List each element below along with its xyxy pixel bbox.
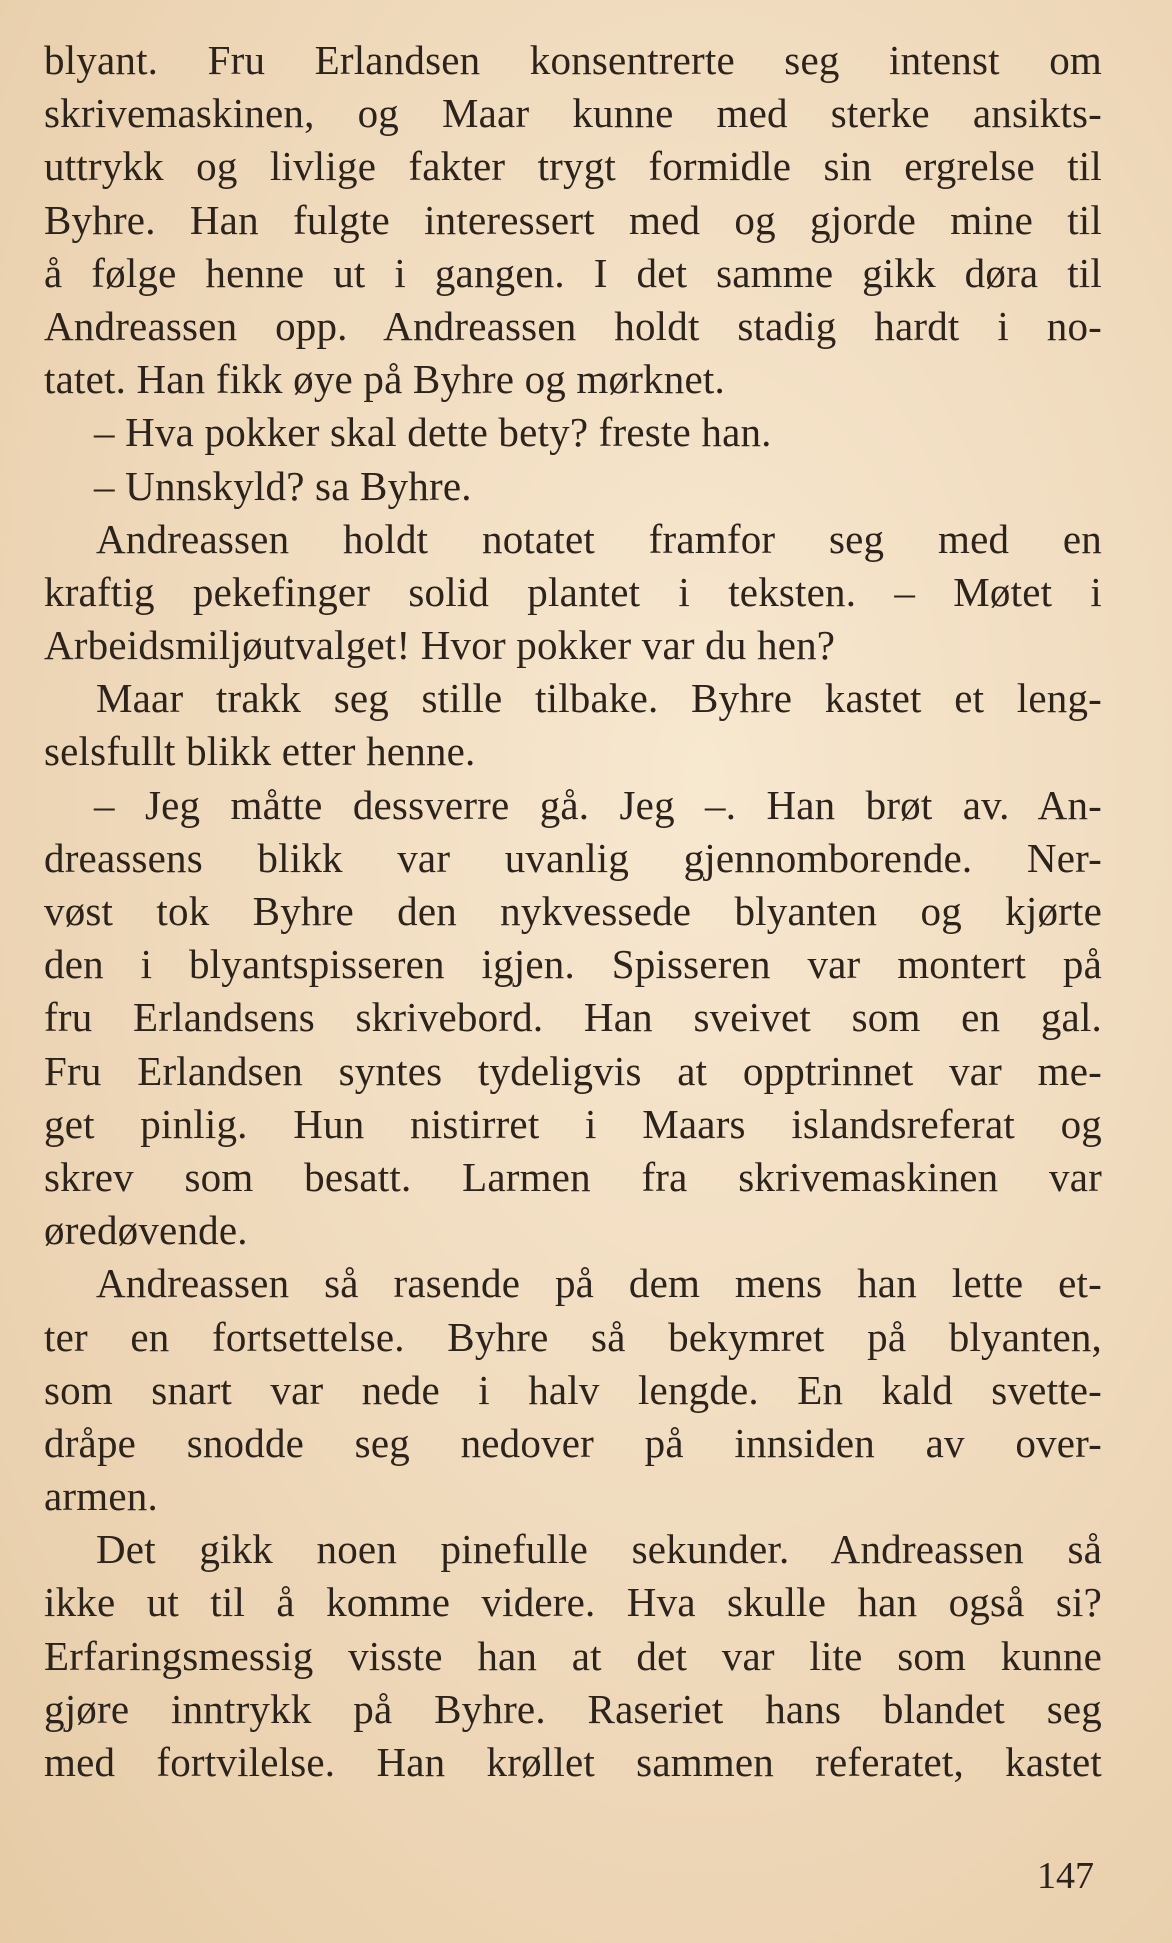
text-line: selsfullt blikk etter henne. <box>44 728 476 775</box>
text-line: med fortvilelse. Han krøllet sammen referatet, kastet <box>44 1739 1102 1785</box>
text-line: skrivemaskinen, og Maar kunne med sterke ansikts- <box>44 90 1102 137</box>
text-line: gjøre inntrykk på Byhre. Raseriet hans blandet seg <box>44 1685 1102 1732</box>
text-line: kraftig pekefinger solid plantet i teksten. – Møtet i <box>44 568 1102 615</box>
text-line: vøst tok Byhre den nykvessede blyanten og kjørte <box>44 888 1102 934</box>
text-line: Arbeidsmiljøutvalget! Hvor pokker var du hen? <box>44 622 836 669</box>
text-line: den i blyantspisseren igjen. Spisseren var montert på <box>44 941 1102 988</box>
text-line: å følge henne ut i gangen. I det samme gikk døra til <box>44 249 1102 296</box>
text-line: som snart var nede i halv lengde. En kald svette- <box>44 1366 1102 1413</box>
text-line: skrev som besatt. Larmen fra skrivemaskinen var <box>44 1153 1102 1200</box>
text-line: Andreassen så rasende på dem mens han lette et- <box>96 1260 1102 1307</box>
text-line: Andreassen opp. Andreassen holdt stadig hardt i no- <box>44 302 1102 349</box>
text-line: – Hva pokker skal dette bety? freste han. <box>94 409 772 456</box>
book-page-text <box>44 34 1102 1789</box>
text-line: tatet. Han fikk øye på Byhre og mørknet. <box>44 356 725 403</box>
text-line: Fru Erlandsen syntes tydeligvis at opptrinnet var me- <box>44 1047 1102 1094</box>
text-line: dråpe snodde seg nedover på innsiden av over- <box>44 1419 1102 1466</box>
text-line: øredøvende. <box>44 1207 248 1254</box>
text-line: – Jeg måtte dessverre gå. Jeg –. Han brøt av. An- <box>94 781 1102 828</box>
text-line: uttrykk og livlige fakter trygt formidle sin ergrelse til <box>44 143 1102 190</box>
text-line: Erfaringsmessig visste han at det var lite som kunne <box>44 1632 1102 1679</box>
text-line: blyant. Fru Erlandsen konsentrerte seg intenst om <box>44 37 1102 83</box>
text-line: Byhre. Han fulgte interessert med og gjorde mine til <box>44 196 1102 243</box>
text-line: Andreassen holdt notatet framfor seg med en <box>96 515 1102 562</box>
text-line: Det gikk noen pinefulle sekunder. Andreassen så <box>96 1526 1102 1573</box>
text-line: ikke ut til å komme videre. Hva skulle han også si? <box>44 1579 1102 1626</box>
page-number: 147 <box>1037 1855 1094 1897</box>
text-line: fru Erlandsens skrivebord. Han sveivet som en gal. <box>44 994 1102 1041</box>
text-line: ter en fortsettelse. Byhre så bekymret på blyanten, <box>44 1313 1102 1360</box>
text-line: armen. <box>44 1473 158 1520</box>
text-line: get pinlig. Hun nistirret i Maars islandsreferat og <box>44 1100 1102 1147</box>
text-line: dreassens blikk var uvanlig gjennomborende. Ner- <box>44 834 1102 881</box>
text-line: Maar trakk seg stille tilbake. Byhre kastet et leng- <box>96 675 1102 722</box>
text-line: – Unnskyld? sa Byhre. <box>94 462 472 509</box>
